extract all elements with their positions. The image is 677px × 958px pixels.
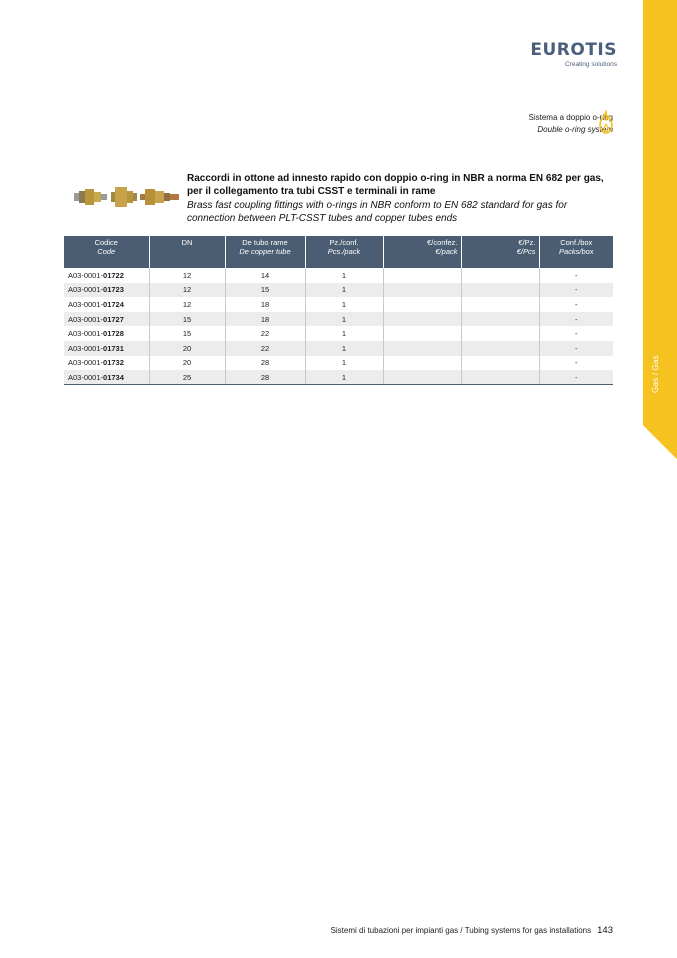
table-row [64, 297, 613, 312]
cell-pcs: 1 [305, 297, 383, 312]
cell-eur-pcs [461, 297, 539, 312]
system-label-en: Double o-ring system [537, 125, 613, 134]
cell-dn: 25 [149, 370, 225, 385]
cell-eur-pack [383, 370, 461, 385]
side-tab-corner [643, 425, 677, 459]
cell-code: A03-0001-01732 [64, 356, 149, 371]
cell-dn: 12 [149, 283, 225, 298]
cell-eur-pcs [461, 341, 539, 356]
cell-code: A03-0001-01722 [64, 268, 149, 283]
flame-icon [597, 110, 615, 134]
cell-dn: 12 [149, 297, 225, 312]
table-row [64, 356, 613, 371]
cell-code: A03-0001-01731 [64, 341, 149, 356]
cell-de: 22 [225, 341, 305, 356]
fitting-1 [74, 189, 107, 205]
cell-code: A03-0001-01728 [64, 326, 149, 341]
cell-eur-pcs [461, 312, 539, 327]
cell-eur-pcs [461, 268, 539, 283]
cell-eur-pack [383, 356, 461, 371]
table-row [64, 283, 613, 298]
cell-code: A03-0001-01734 [64, 370, 149, 385]
page-number: 143 [597, 925, 613, 936]
side-tab-label: Gas / Gas [651, 355, 660, 393]
header-pcs-pack: Pz./conf. Pcs./pack [305, 236, 383, 268]
cell-de: 22 [225, 326, 305, 341]
cell-eur-pack [383, 268, 461, 283]
cell-code: A03-0001-01724 [64, 297, 149, 312]
cell-eur-pack [383, 312, 461, 327]
cell-pcs: 1 [305, 283, 383, 298]
system-label-it: Sistema a doppio o-ring [528, 113, 613, 122]
cell-packs: - [539, 283, 613, 298]
header-packs-box: Conf./box Packs/box [539, 236, 613, 268]
footer-text: Sistemi di tubazioni per impianti gas / Tubing systems for gas installations [330, 926, 592, 935]
description-en: Brass fast coupling fittings with o-rings in NBR conform to EN 682 standard for gas for connection between PLT-CSST tubes and copper tubes ends [187, 200, 568, 224]
table-row [64, 312, 613, 327]
cell-packs: - [539, 268, 613, 283]
header-code: Codice Code [64, 236, 149, 268]
cell-dn: 20 [149, 356, 225, 371]
cell-eur-pcs [461, 356, 539, 371]
cell-eur-pcs [461, 283, 539, 298]
cell-de: 28 [225, 356, 305, 371]
cell-de: 18 [225, 297, 305, 312]
header-eur-pcs: €/Pz. €/Pcs [461, 236, 539, 268]
product-table [64, 236, 613, 385]
cell-code: A03-0001-01727 [64, 312, 149, 327]
header-copper-tube: De tubo rame De copper tube [225, 236, 305, 268]
cell-dn: 12 [149, 268, 225, 283]
cell-pcs: 1 [305, 356, 383, 371]
table-header-row [64, 236, 613, 268]
product-description [187, 172, 617, 225]
cell-eur-pcs [461, 326, 539, 341]
header-eur-pack: €/confez. €/pack [383, 236, 461, 268]
side-tab [643, 0, 677, 425]
cell-dn: 20 [149, 341, 225, 356]
brand-name: EUROTIS [530, 40, 617, 60]
cell-packs: - [539, 370, 613, 385]
cell-pcs: 1 [305, 341, 383, 356]
fitting-3 [140, 189, 179, 205]
cell-de: 18 [225, 312, 305, 327]
cell-packs: - [539, 356, 613, 371]
cell-code: A03-0001-01723 [64, 283, 149, 298]
table-row [64, 370, 613, 385]
cell-eur-pack [383, 297, 461, 312]
brand-logo [527, 40, 617, 68]
table-row [64, 268, 613, 283]
cell-pcs: 1 [305, 370, 383, 385]
table-row [64, 341, 613, 356]
cell-de: 28 [225, 370, 305, 385]
brand-tagline: Creating solutions [564, 61, 617, 68]
header-dn: DN [149, 236, 225, 268]
page-footer [331, 925, 613, 936]
cell-packs: - [539, 341, 613, 356]
cell-de: 14 [225, 268, 305, 283]
table-row [64, 326, 613, 341]
cell-dn: 15 [149, 326, 225, 341]
cell-de: 15 [225, 283, 305, 298]
cell-eur-pack [383, 326, 461, 341]
fitting-2 [111, 187, 137, 207]
cell-pcs: 1 [305, 326, 383, 341]
cell-eur-pack [383, 283, 461, 298]
cell-pcs: 1 [305, 268, 383, 283]
product-image [73, 182, 181, 212]
cell-pcs: 1 [305, 312, 383, 327]
cell-packs: - [539, 326, 613, 341]
description-it: Raccordi in ottone ad innesto rapido con doppio o-ring in NBR a norma EN 682 per gas, per il collegamento tra tubi CSST e terminali in rame [187, 173, 604, 197]
cell-packs: - [539, 312, 613, 327]
cell-packs: - [539, 297, 613, 312]
cell-dn: 15 [149, 312, 225, 327]
cell-eur-pcs [461, 370, 539, 385]
cell-eur-pack [383, 341, 461, 356]
